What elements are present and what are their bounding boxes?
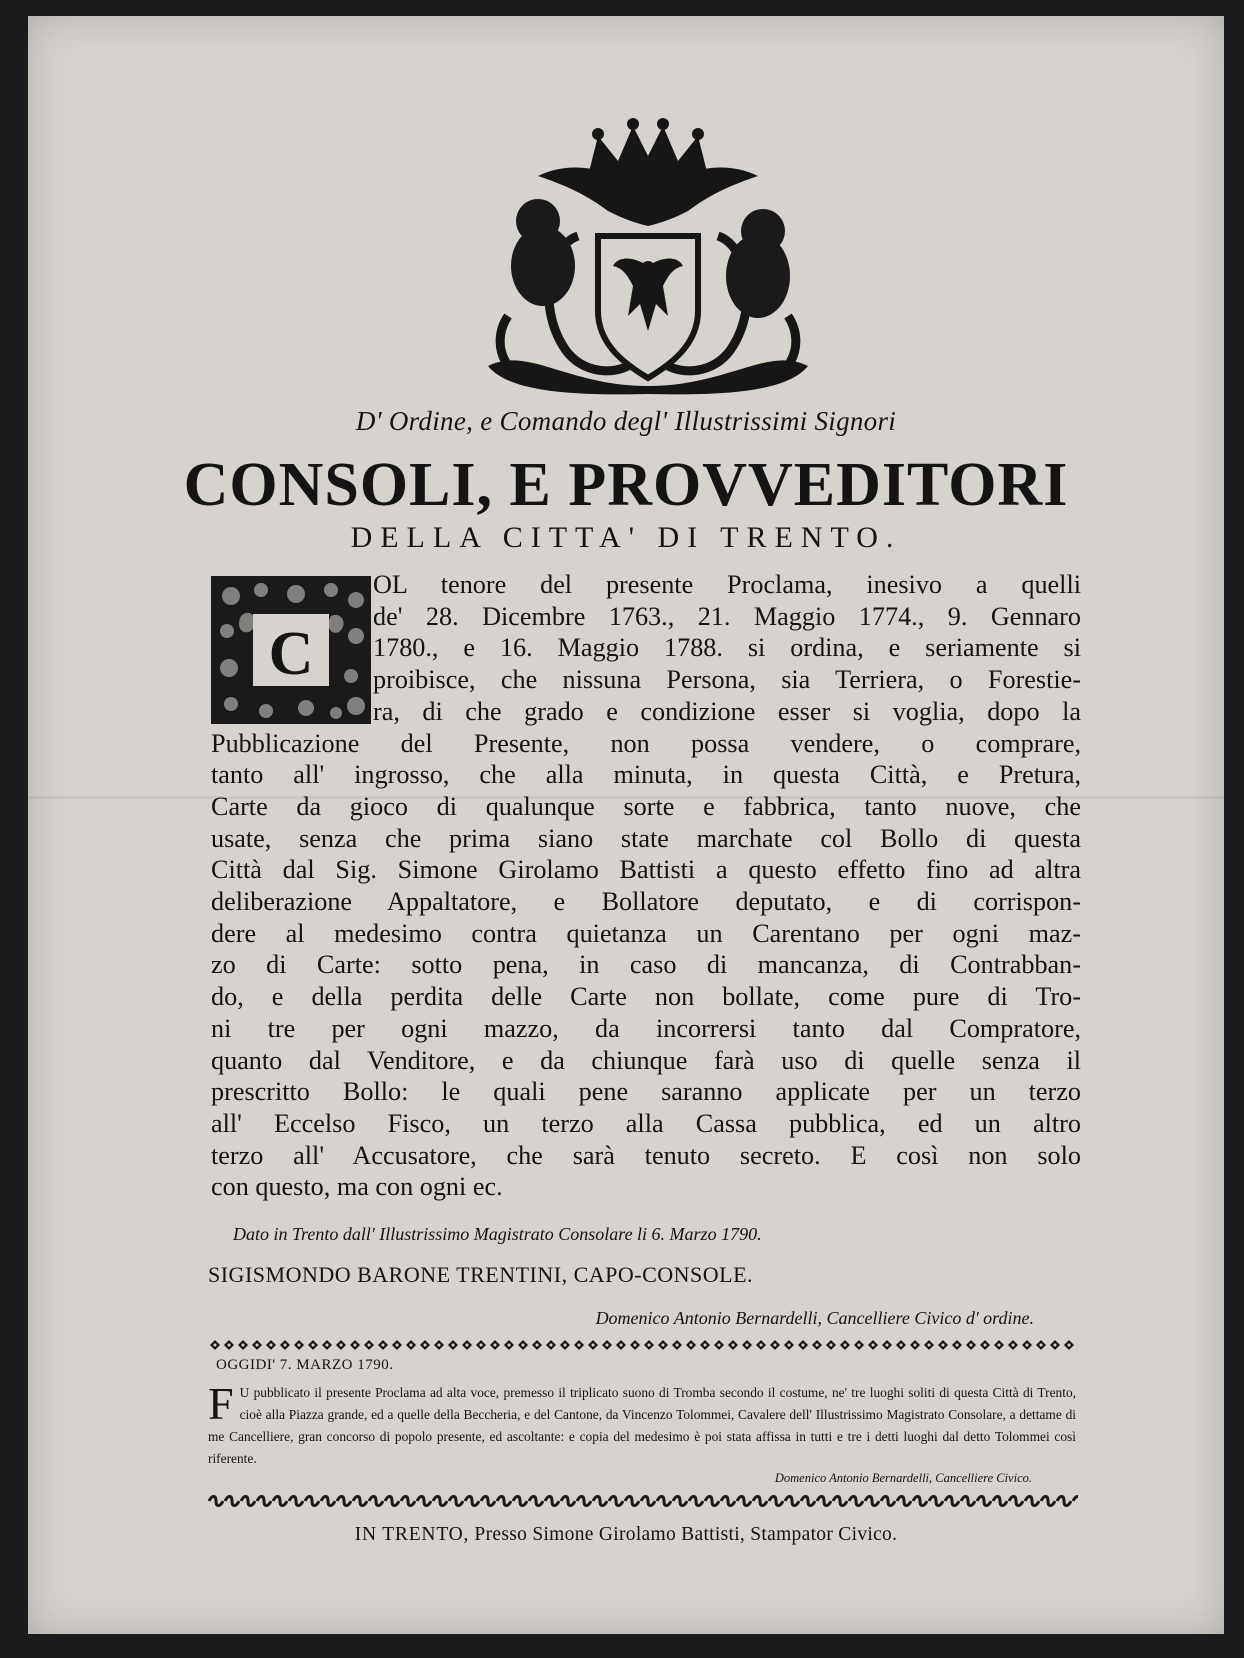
- body-line: zo di Carte: sotto pena, in caso di mancanza, di Contrabban-: [211, 950, 1081, 980]
- body-line: Carte da gioco di qualunque sorte e fabbrica, tanto nuove, che: [211, 791, 1081, 821]
- body-line: Pubblicazione del Presente, non possa vendere, o comprare,: [211, 728, 1081, 758]
- proclamation-sheet: [28, 16, 1224, 1634]
- city-subtitle: DELLA CITTA' DI TRENTO.: [350, 521, 902, 554]
- body-line: dere al medesimo contra quietanza un Carentano per ogni maz-: [211, 918, 1081, 948]
- imprint-city: IN TRENTO,: [354, 1524, 470, 1545]
- body-line: tanto all' ingrosso, che alla minuta, in questa Città, e Pretura,: [211, 760, 1081, 790]
- capo-console-signature: SIGISMONDO BARONE TRENTINI, CAPO-CONSOLE.: [208, 1262, 754, 1287]
- publication-text: U pubblicato il presente Proclama ad alta voce, premesso il triplicato suono di Tromba secondo il costume, ne' tre luoghi soliti di questa Città di Trento, cioè alla Piazza grande, ed a quelle della Beccheria, e del Cantone, da Vincenzo Tolommei, Cavalere dell' Illustrissimo Magistrato Consolare, a dettame di me Cancelliere, gran concorso di popolo presente, ed ascoltante: e copia del medesimo è poi stata affissa in tutti e tre i detti luoghi dal detto Tolommei così riferente.: [208, 1385, 1076, 1466]
- ornamental-divider-top: [208, 1338, 1078, 1352]
- body-line: ni tre per ogni mazzo, da incorrersi tanto dal Compratore,: [211, 1013, 1081, 1043]
- printer-imprint: [28, 1524, 1224, 1546]
- oggidi-date: OGGIDI' 7. MARZO 1790.: [216, 1357, 394, 1373]
- body-line: quanto dal Venditore, e da chiunque farà uso di quelle senza il: [211, 1045, 1081, 1075]
- date-line: Dato in Trento dall' Illustrissimo Magistrato Consolare li 6. Marzo 1790.: [233, 1224, 762, 1244]
- body-line: deliberazione Appaltatore, e Bollatore deputato, e di corrispon-: [211, 887, 1081, 917]
- order-heading: D' Ordine, e Comando degl' Illustrissimi Signori: [355, 406, 897, 436]
- coat-of-arms-crest: [468, 116, 828, 396]
- body-line: prescritto Bollo: le quali pene saranno applicate per un terzo: [211, 1077, 1081, 1107]
- body-line: terzo all' Accusatore, che sarà tenuto secreto. E così non solo: [211, 1140, 1081, 1170]
- chancellor-signature: Domenico Antonio Bernardelli, Cancelliere Civico.: [774, 1471, 1032, 1485]
- drop-cap-letter: C: [268, 620, 314, 688]
- imprint-printer: Presso Simone Girolamo Battisti, Stampator Civico.: [474, 1524, 898, 1545]
- chancellor-order-signature: Domenico Antonio Bernardelli, Cancelliere Civico d' ordine.: [595, 1308, 1034, 1328]
- body-line: proibisce, che nissuna Persona, sia Terriera, o Forestie-: [373, 665, 1081, 695]
- body-line: usate, senza che prima siano state marchate col Bollo di questa: [211, 823, 1081, 853]
- publication-drop-cap: F: [208, 1378, 234, 1429]
- publication-note: [208, 1378, 1076, 1470]
- body-line: all' Eccelso Fisco, un terzo alla Cassa pubblica, ed un altro: [211, 1108, 1081, 1138]
- consoli-title: CONSOLI, E PROVVEDITORI: [183, 451, 1069, 519]
- ornamental-divider-bottom: [208, 1494, 1078, 1508]
- body-line: do, e della perdita delle Carte non bollate, come pure di Tro-: [211, 982, 1081, 1012]
- body-line: OL tenore del presente Proclama, inesivo a quelli: [373, 570, 1081, 599]
- proclamation-body: [211, 569, 1081, 1203]
- body-line: 1780., e 16. Maggio 1788. si ordina, e seriamente si: [373, 633, 1081, 663]
- body-line: Città dal Sig. Simone Girolamo Battisti a questo effetto fino ad altra: [211, 855, 1081, 885]
- body-line: con questo, ma con ogni ec.: [211, 1172, 503, 1202]
- body-line: ra, di che grado e condizione esser si voglia, dopo la: [373, 696, 1081, 726]
- body-line: de' 28. Dicembre 1763., 21. Maggio 1774., 9. Gennaro: [373, 601, 1081, 631]
